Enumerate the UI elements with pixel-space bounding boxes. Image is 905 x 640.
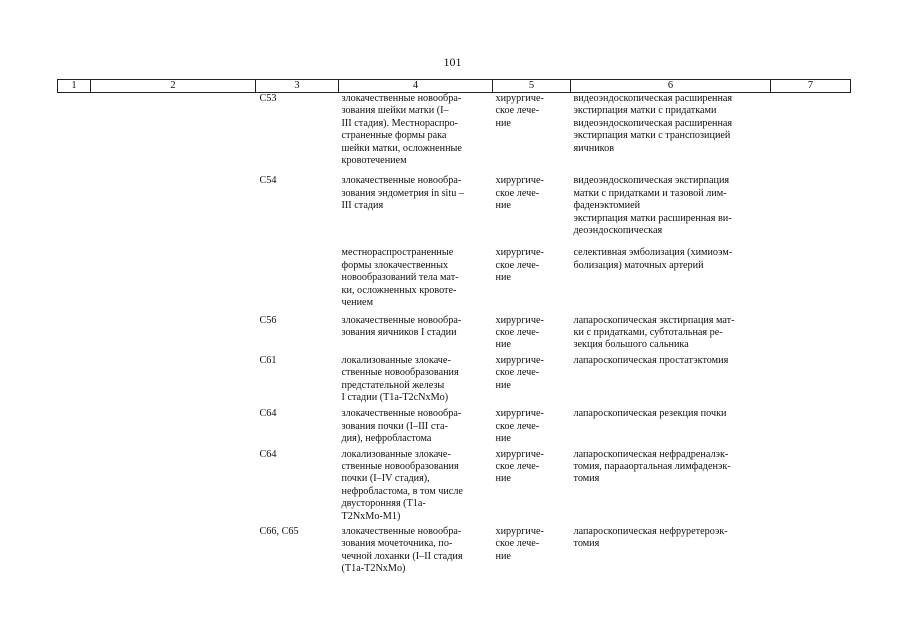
table-row [58, 446, 851, 523]
treatment-type [493, 523, 571, 576]
cell-col2 [91, 167, 256, 237]
method-text-line: деоэндоскопическая [573, 225, 663, 237]
treatment-type [493, 93, 571, 168]
treatment-type-line: ние [495, 272, 511, 284]
condition-text-line: предстательной железы [341, 379, 445, 391]
page-number: 101 [443, 55, 462, 69]
table-row [58, 93, 851, 168]
column-header: 6 [571, 80, 771, 93]
column-header: 1 [58, 80, 91, 93]
method-text [571, 167, 771, 237]
method-text-line: болизация) маточных артерий [573, 259, 704, 271]
treatment-type-line: ское лече- [495, 187, 540, 199]
treatment-type-line: ние [495, 339, 511, 351]
condition-text-line: III стадия). Местнораспро- [341, 117, 459, 129]
treatment-type-line: хирургиче- [495, 408, 544, 420]
condition-text-line: I стадии (T1a-T2cNxMo) [341, 391, 449, 403]
icd-code-line: C54 [259, 175, 277, 187]
cell-col7 [771, 310, 851, 352]
method-text-line: селективная эмболизация (химиоэм- [573, 247, 733, 259]
condition-text-line: шейки матки, осложненные [341, 142, 462, 154]
method-text-line: томия, парааортальная лимфаденэк- [573, 460, 731, 472]
cell-col2 [91, 446, 256, 523]
condition-text-line: ки, осложненных кровоте- [341, 284, 457, 296]
condition-text-line: зования яичников I стадии [341, 326, 457, 338]
cell-col1 [58, 352, 91, 405]
condition-text-line: чением [341, 297, 374, 309]
condition-text-line: местнораспространенные [341, 247, 454, 259]
icd-code [256, 523, 339, 576]
icd-code-line: C64 [259, 448, 277, 460]
condition-text-line: злокачественные новообра- [341, 314, 462, 326]
condition-text [339, 167, 493, 237]
condition-text-line: страненные формы рака [341, 130, 447, 142]
condition-text-line: III стадия [341, 200, 384, 212]
icd-code-line: C53 [259, 93, 277, 104]
treatment-type [493, 167, 571, 237]
icd-code-line: C66, C65 [259, 526, 299, 537]
treatment-type [493, 352, 571, 405]
cell-col2 [91, 404, 256, 445]
icd-code [256, 93, 339, 168]
method-text-line: лапароскопическая простатэктомия [573, 354, 729, 366]
treatment-type-line: хирургиче- [495, 93, 544, 104]
treatment-type-line: хирургиче- [495, 526, 544, 537]
method-text [571, 310, 771, 352]
cell-col2 [91, 237, 256, 309]
icd-code [256, 237, 339, 309]
condition-text [339, 237, 493, 309]
icd-code [256, 310, 339, 352]
icd-code [256, 167, 339, 237]
treatment-type-line: ское лече- [495, 420, 540, 432]
column-header: 4 [339, 80, 493, 93]
method-text [571, 93, 771, 168]
treatment-type-line: ское лече- [495, 326, 540, 338]
icd-code-line: C64 [259, 408, 277, 420]
method-text-line: фаденэктомией [573, 200, 641, 212]
condition-text-line: ственные новообразования [341, 460, 459, 472]
cell-col1 [58, 237, 91, 309]
condition-text-line: злокачественные новообра- [341, 93, 462, 104]
cell-col2 [91, 93, 256, 168]
treatment-type-line: хирургиче- [495, 247, 544, 259]
condition-text-line: дия), нефробластома [341, 433, 432, 445]
method-text-line: томия [573, 538, 600, 550]
cell-col1 [58, 404, 91, 445]
method-text-line: лапароскопическая резекция почки [573, 408, 727, 420]
cell-col2 [91, 310, 256, 352]
method-text-line: зекция большого сальника [573, 339, 689, 351]
condition-text-line: нефробластома, в том числе [341, 485, 463, 497]
condition-text-line: кровотечением [341, 155, 407, 167]
method-text-line: видеоэндоскопическая экстирпация [573, 175, 730, 187]
table-row [58, 404, 851, 445]
cell-col7 [771, 352, 851, 405]
procedures-table [57, 79, 851, 576]
method-text-line: лапароскопическая нефрадреналэк- [573, 448, 729, 460]
treatment-type-line: ние [495, 473, 511, 485]
method-text [571, 446, 771, 523]
treatment-type [493, 446, 571, 523]
cell-col1 [58, 93, 91, 168]
condition-text-line: T2NxMo-M1) [341, 510, 401, 522]
cell-col1 [58, 446, 91, 523]
cell-col7 [771, 167, 851, 237]
treatment-type-line: ское лече- [495, 367, 540, 379]
icd-code [256, 352, 339, 405]
condition-text-line: формы злокачественных [341, 259, 449, 271]
method-text-line: яичников [573, 142, 615, 154]
table-row [58, 237, 851, 309]
icd-code [256, 404, 339, 445]
treatment-type [493, 404, 571, 445]
column-header: 2 [91, 80, 256, 93]
method-text [571, 523, 771, 576]
cell-col7 [771, 404, 851, 445]
condition-text-line: зования эндометрия in situ – [341, 187, 464, 199]
method-text-line: лапароскопическая нефруретероэк- [573, 526, 728, 537]
condition-text-line: почки (I–IV стадия), [341, 473, 430, 485]
condition-text-line: двусторонняя (T1a- [341, 498, 426, 510]
treatment-type-line: хирургиче- [495, 314, 544, 326]
icd-code [256, 446, 339, 523]
method-text-line: лапароскопическая экстирпация мат- [573, 314, 735, 326]
method-text-line: экстирпация матки с транспозицией [573, 130, 731, 142]
treatment-type-line: ние [495, 379, 511, 391]
condition-text [339, 404, 493, 445]
column-header: 3 [256, 80, 339, 93]
cell-col1 [58, 310, 91, 352]
method-text-line: матки с придатками и тазовой лим- [573, 187, 727, 199]
method-text-line: видеоэндоскопическая расширенная [573, 117, 733, 129]
treatment-type-line: хирургиче- [495, 448, 544, 460]
treatment-type-line: ние [495, 200, 511, 212]
method-text [571, 352, 771, 405]
treatment-type-line: хирургиче- [495, 175, 544, 187]
cell-col1 [58, 167, 91, 237]
method-text-line: видеоэндоскопическая расширенная [573, 93, 733, 104]
condition-text-line: зования почки (I–III ста- [341, 420, 448, 432]
cell-col2 [91, 352, 256, 405]
condition-text-line: злокачественные новообра- [341, 408, 462, 420]
treatment-type-line: ское лече- [495, 538, 540, 550]
condition-text-line: ственные новообразования [341, 367, 459, 379]
table-row [58, 523, 851, 576]
condition-text-line: локализованные злокаче- [341, 354, 451, 366]
cell-col7 [771, 523, 851, 576]
condition-text [339, 523, 493, 576]
condition-text-line: злокачественные новообра- [341, 175, 462, 187]
icd-code-line: C61 [259, 354, 277, 366]
method-text-line: томия [573, 473, 600, 485]
icd-code-line: C56 [259, 314, 277, 326]
table-row [58, 310, 851, 352]
treatment-type-line: ние [495, 433, 511, 445]
treatment-type-line: ние [495, 117, 511, 129]
treatment-type [493, 237, 571, 309]
condition-text [339, 93, 493, 168]
header-row [58, 80, 851, 93]
treatment-type-line: ское лече- [495, 105, 540, 117]
treatment-type-line: ское лече- [495, 460, 540, 472]
condition-text [339, 446, 493, 523]
cell-col7 [771, 93, 851, 168]
condition-text [339, 352, 493, 405]
condition-text [339, 310, 493, 352]
cell-col1 [58, 523, 91, 576]
cell-col7 [771, 237, 851, 309]
condition-text-line: злокачественные новообра- [341, 526, 462, 537]
condition-text-line: локализованные злокаче- [341, 448, 451, 460]
method-text-line: ки с придатками, субтотальная ре- [573, 326, 723, 338]
column-header: 7 [771, 80, 851, 93]
table-row [58, 167, 851, 237]
condition-text-line: новообразований тела мат- [341, 272, 459, 284]
method-text-line: экстирпация матки с придатками [573, 105, 717, 117]
treatment-type-line: ское лече- [495, 259, 540, 271]
condition-text-line: зования шейки матки (I– [341, 105, 449, 117]
column-header: 5 [493, 80, 571, 93]
table-row [58, 352, 851, 405]
treatment-type-line: хирургиче- [495, 354, 544, 366]
treatment-type-line: ние [495, 550, 511, 562]
condition-text-line: (T1a-T2NxMo) [341, 563, 406, 575]
method-text-line: экстирпация матки расширенная ви- [573, 212, 732, 224]
treatment-type [493, 310, 571, 352]
cell-col2 [91, 523, 256, 576]
method-text [571, 237, 771, 309]
condition-text-line: чечной лоханки (I–II стадия [341, 550, 463, 562]
condition-text-line: зования мочеточника, по- [341, 538, 453, 550]
cell-col7 [771, 446, 851, 523]
method-text [571, 404, 771, 445]
